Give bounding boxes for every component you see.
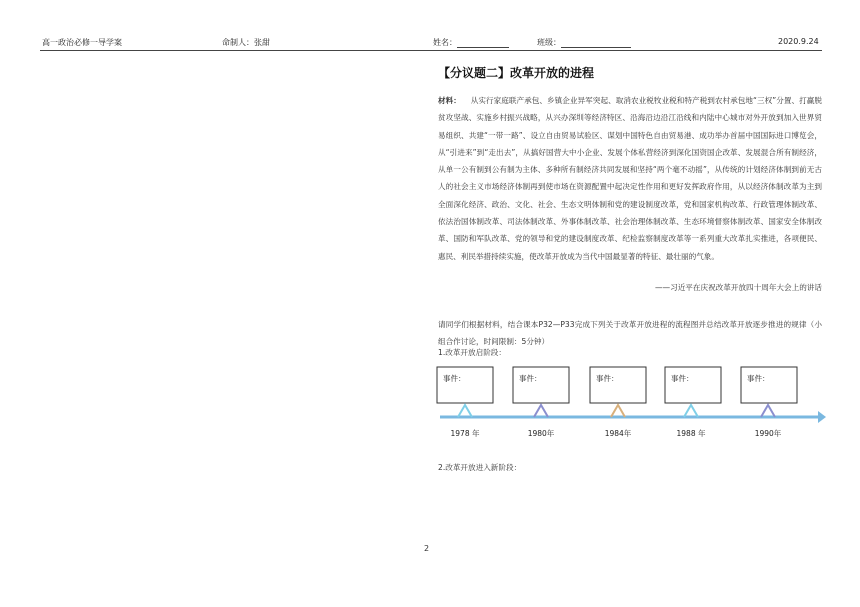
event-box-label: 事件： (596, 374, 619, 383)
timeline-arrowhead (818, 411, 826, 423)
author-label: 命制人：张甜 (222, 38, 270, 47)
material-source: ——习近平在庆祝改革开放四十周年大会上的讲话 (654, 283, 822, 292)
stage2-label: 2.改革开放进入新阶段： (438, 463, 522, 472)
timeline-marker-5 (761, 405, 775, 417)
event-box-label: 事件： (747, 374, 770, 383)
course-title: 高一政治必修一导学案 (42, 38, 122, 47)
event-box-label: 事件： (671, 374, 694, 383)
timeline-marker-4 (684, 405, 698, 417)
event-box-label: 事件： (519, 374, 542, 383)
section-title: 【分议题二】改革开放的进程 (438, 66, 595, 80)
timeline-year-label: 1990年 (754, 429, 782, 438)
material-text: 从实行家庭联产承包、乡镇企业异军突起、取消农业税牧业税和特产税到农村承包地“三权”分置、打赢脱贫攻坚战、实施乡村振兴战略，从兴办深圳等经济特区、沿海沿边沿江沿线和内陆中心城市对外开放到加入世界贸易组织、共建“一带一路”、设立自由贸易试验区、谋划中国特色自由贸易港、成功举办首届中国国际进口博览会，从“引进来”到“走出去”，从搞好国营大中小企业、发展个体私营经济到深化国资国企改革、发展混合所有制经济，从单一公有制到公有制为主体、多种所有制经济共同发展和坚持“两个毫不动摇”，从传统的计划经济体制到前无古人的社会主义市场经济体制再到使市场在资源配置中起决定性作用和更好发挥政府作用，从以经济体制改革为主到全面深化经济、政治、文化、社会、生态文明体制和党的建设制度改革，党和国家机构改革、行政管理体制改革、依法治国体制改革、司法体制改革、外事体制改革、社会治理体制改革、生态环境督察体制改革、国家安全体制改革、国防和军队改革、党的领导和党的建设制度改革、纪检监察制度改革等一系列重大改革扎实推进，各项便民、惠民、利民举措持续实施，使改革开放成为当代中国最显著的特征、最壮丽的气象。 (438, 96, 823, 261)
event-box-label: 事件： (443, 374, 466, 383)
timeline-marker-3 (611, 405, 625, 417)
timeline-year-label: 1984年 (604, 429, 632, 438)
timeline-year-label: 1980年 (527, 429, 555, 438)
timeline-year-label: 1978 年 (450, 429, 480, 438)
material-label: 材料： (438, 96, 461, 105)
stage1-label: 1.改革开放启阶段： (438, 348, 506, 357)
timeline-marker-1 (458, 405, 472, 417)
class-label: 班级： (537, 38, 561, 47)
timeline-marker-2 (534, 405, 548, 417)
name-label: 姓名： (433, 38, 457, 47)
page-number: 2 (424, 544, 430, 553)
date-label: 2020.9.24 (778, 37, 819, 46)
timeline-year-label: 1988 年 (676, 429, 706, 438)
task-instruction: 请同学们根据材料，结合课本P32—P33完成下列关于改革开放进程的流程图并总结改革开放逐步推进的规律（小组合作讨论，时间限制：5分钟） (438, 320, 822, 347)
